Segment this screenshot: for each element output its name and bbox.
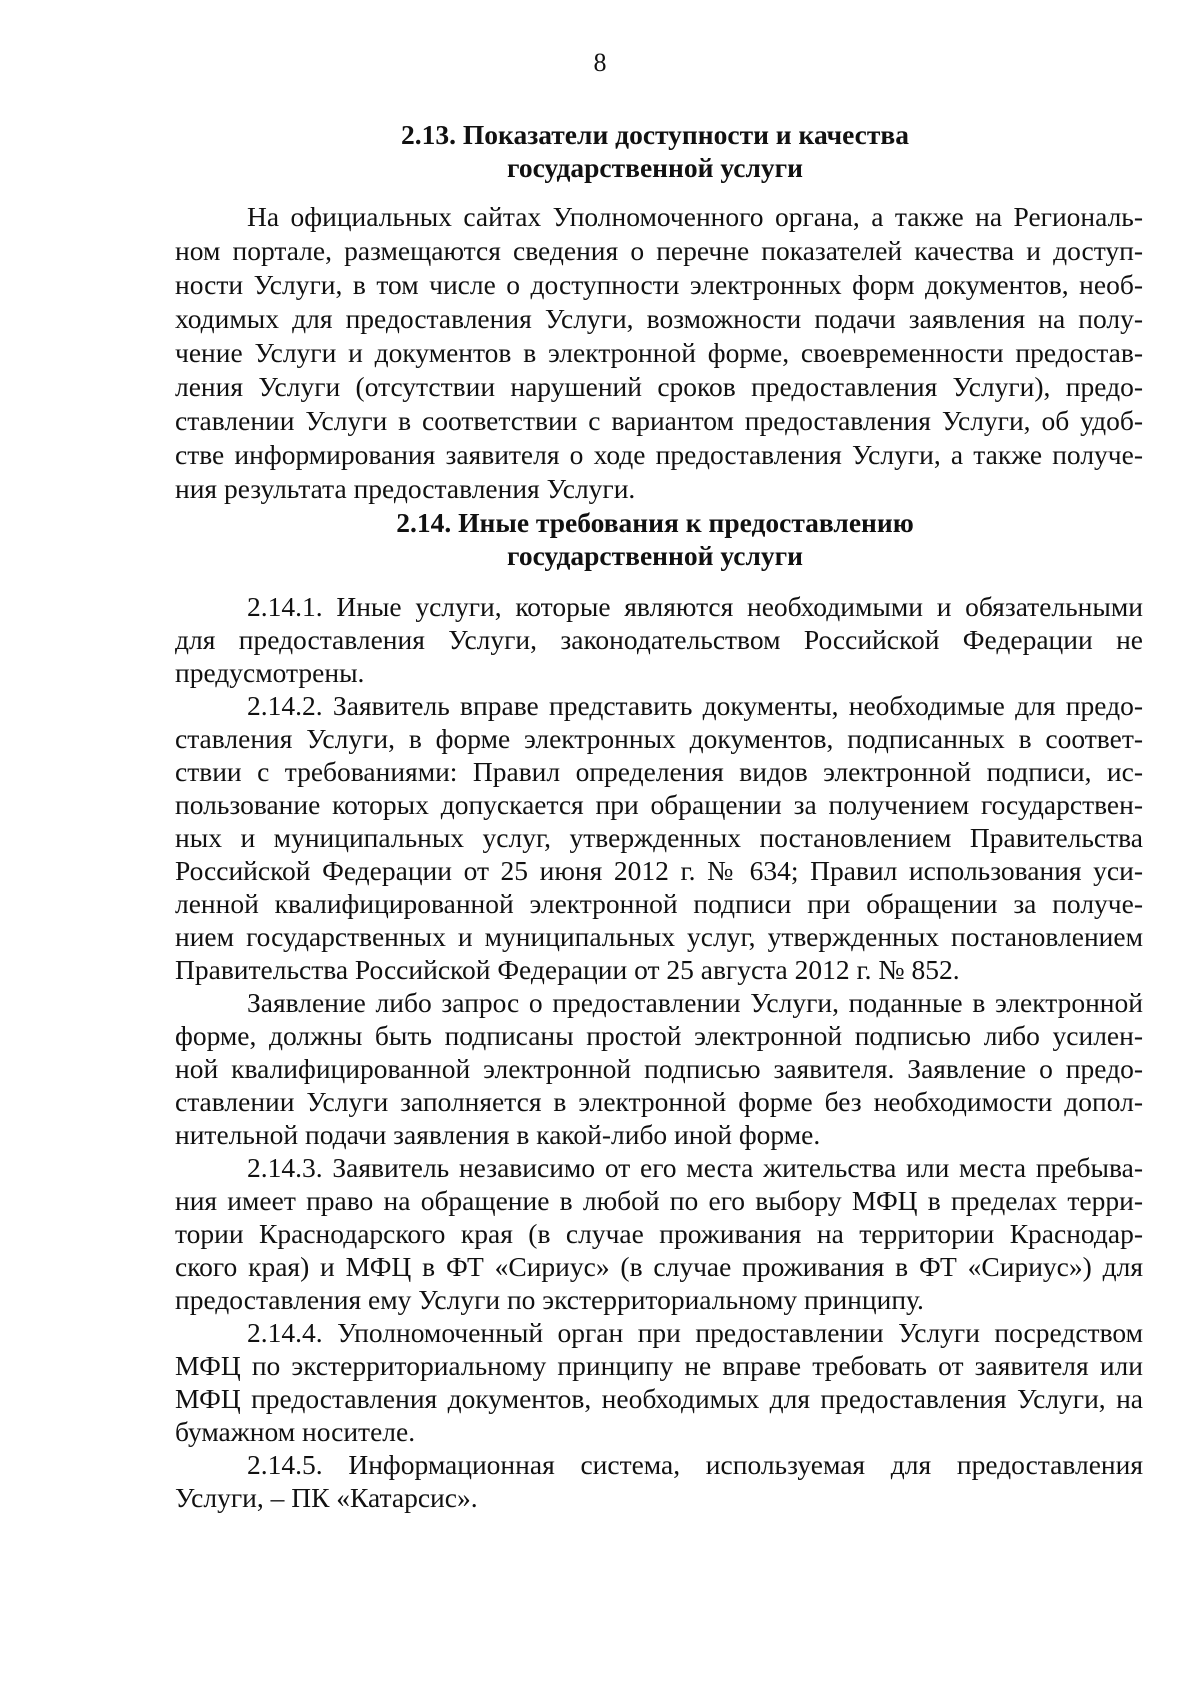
section-2-14-body <box>175 590 1143 1514</box>
text-line: 2.14.2. Заявитель вправе представить документы, необходимые для предо- <box>247 690 1143 721</box>
text-line: тории Краснодарского края (в случае проживания на территории Краснодар- <box>175 1218 1143 1249</box>
text-line: форме, должны быть подписаны простой электронной подписью либо усилен- <box>175 1020 1143 1051</box>
text-line: Правительства Российской Федерации от 25 августа 2012 г. № 852. <box>175 954 960 985</box>
text-line: 2.14.1. Иные услуги, которые являются необходимыми и обязательными <box>247 591 1143 622</box>
text-line: 2.14.3. Заявитель независимо от его места жительства или места пребыва- <box>247 1152 1143 1183</box>
text-line: 2.14.4. Уполномоченный орган при предоставлении Услуги посредством <box>247 1317 1143 1348</box>
heading-line: государственной услуги <box>507 540 803 571</box>
text-line: ставления Услуги, в форме электронных документов, подписанных в соответ- <box>175 723 1143 754</box>
text-line: ставлении Услуги заполняется в электронной форме без необходимости допол- <box>175 1086 1143 1117</box>
section-heading-2-14 <box>175 506 1135 572</box>
paragraph-2-13 <box>175 200 1143 506</box>
text-line: ления Услуги (отсутствии нарушений сроков предоставления Услуги), предо- <box>175 371 1143 402</box>
text-line: ности Услуги, в том числе о доступности электронных форм документов, необ- <box>175 269 1143 300</box>
text-line: нием государственных и муниципальных услуг, утвержденных постановлением <box>175 921 1143 952</box>
text-line: На официальных сайтах Уполномоченного органа, а также на Региональ- <box>247 201 1143 232</box>
heading-line: 2.14. Иные требования к предоставлению <box>396 507 914 538</box>
text-line: ной квалифицированной электронной подписью заявителя. Заявление о предо- <box>175 1053 1143 1084</box>
heading-line: 2.13. Показатели доступности и качества <box>401 119 909 150</box>
text-line: МФЦ предоставления документов, необходимых для предоставления Услуги, на <box>175 1383 1143 1414</box>
text-line: Услуги, – ПК «Катарсис». <box>175 1482 478 1513</box>
text-line: ствии с требованиями: Правил определения видов электронной подписи, ис- <box>175 756 1143 787</box>
text-line: нительной подачи заявления в какой-либо иной форме. <box>175 1119 821 1150</box>
section-heading-2-13 <box>175 118 1135 184</box>
text-line: ных и муниципальных услуг, утвержденных постановлением Правительства <box>175 822 1143 853</box>
text-line: ленной квалифицированной электронной подписи при обращении за получе- <box>175 888 1143 919</box>
text-line: ского края) и МФЦ в ФТ «Сириус» (в случае проживания в ФТ «Сириус») для <box>175 1251 1143 1282</box>
text-line: пользование которых допускается при обращении за получением государствен- <box>175 789 1143 820</box>
text-line: ходимых для предоставления Услуги, возможности подачи заявления на полу- <box>175 303 1143 334</box>
text-line: Российской Федерации от 25 июня 2012 г. № 634; Правил использования уси- <box>175 855 1143 886</box>
text-line: ставлении Услуги в соответствии с вариантом предоставления Услуги, об удоб- <box>175 405 1143 436</box>
text-line: для предоставления Услуги, законодательством Российской Федерации не <box>175 624 1143 655</box>
text-line: бумажном носителе. <box>175 1416 416 1447</box>
text-line: ния имеет право на обращение в любой по его выбору МФЦ в пределах терри- <box>175 1185 1143 1216</box>
text-line: предоставления ему Услуги по экстерриториальному принципу. <box>175 1284 924 1315</box>
text-line: МФЦ по экстерриториальному принципу не вправе требовать от заявителя или <box>175 1350 1143 1381</box>
text-line: чение Услуги и документов в электронной форме, своевременности предостав- <box>175 337 1143 368</box>
text-line: 2.14.5. Информационная система, используемая для предоставления <box>247 1449 1143 1480</box>
text-line: стве информирования заявителя о ходе предоставления Услуги, а также получе- <box>175 439 1143 470</box>
text-line: Заявление либо запрос о предоставлении Услуги, поданные в электронной <box>247 987 1143 1018</box>
text-line: ном портале, размещаются сведения о перечне показателей качества и доступ- <box>175 235 1143 266</box>
text-line: ния результата предоставления Услуги. <box>175 473 636 504</box>
text-line: предусмотрены. <box>175 657 365 688</box>
page-number: 8 <box>593 48 607 77</box>
heading-line: государственной услуги <box>507 152 803 183</box>
